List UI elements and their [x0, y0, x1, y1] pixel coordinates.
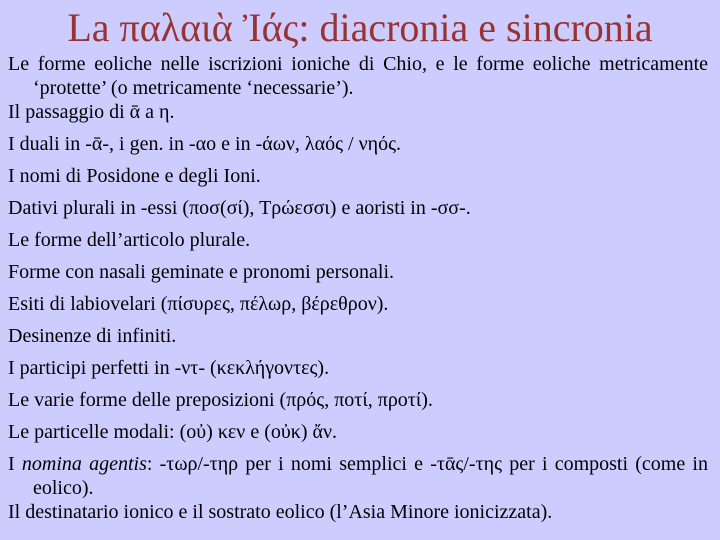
list-item: Forme con nasali geminate e pronomi personali. [8, 261, 395, 283]
list-item: I duali in ‑ᾱ‑, i gen. in ‑αο e in ‑άων, λαός / νηός. [8, 133, 401, 155]
list-item: Le varie forme delle preposizioni (πρός, ποτί, προτί). [8, 389, 433, 411]
list-item: Il destinatario ionico e il sostrato eolico (l’Asia Minore ionicizzata). [8, 501, 553, 523]
list-item: I nomi di Posidone e degli Ioni. [8, 165, 261, 187]
list-item: I participi perfetti in ‑ντ‑ (κεκλήγοντες). [8, 357, 330, 379]
list-item-text: I [8, 453, 22, 475]
list-item [8, 452, 708, 500]
list-item: Le forme dell’articolo plurale. [8, 229, 251, 251]
list-item: Dativi plurali in ‑essi (ποσ(σί), Τρώεσσι) e aoristi in ‑σσ‑. [8, 197, 471, 219]
slide-title: La παλαιὰ Ἰάς: diacronia e sincronia [67, 5, 653, 50]
list-item: Esiti di labiovelari (πίσυρες, πέλωρ, βέρεθρον). [8, 293, 389, 315]
list-item-text: : ‑τωρ/‑τηρ per i nomi semplici e ‑τᾱς/‑της per i composti (come in eolico). [33, 453, 708, 499]
bullet-list [8, 52, 708, 532]
list-item: Le particelle modali: (οὐ) κεν e (οὐκ) ἄν. [8, 421, 338, 443]
list-item: Desinenze di infiniti. [8, 325, 177, 347]
list-item: Le forme eoliche nelle iscrizioni ioniche di Chio, e le forme eoliche metricamente ‘protette’ (o metricamente ‘necessarie’). [8, 53, 708, 99]
list-item-italic-term: nomina agentis [21, 453, 147, 475]
list-item: Il passaggio di ᾱ a η. [8, 101, 175, 123]
